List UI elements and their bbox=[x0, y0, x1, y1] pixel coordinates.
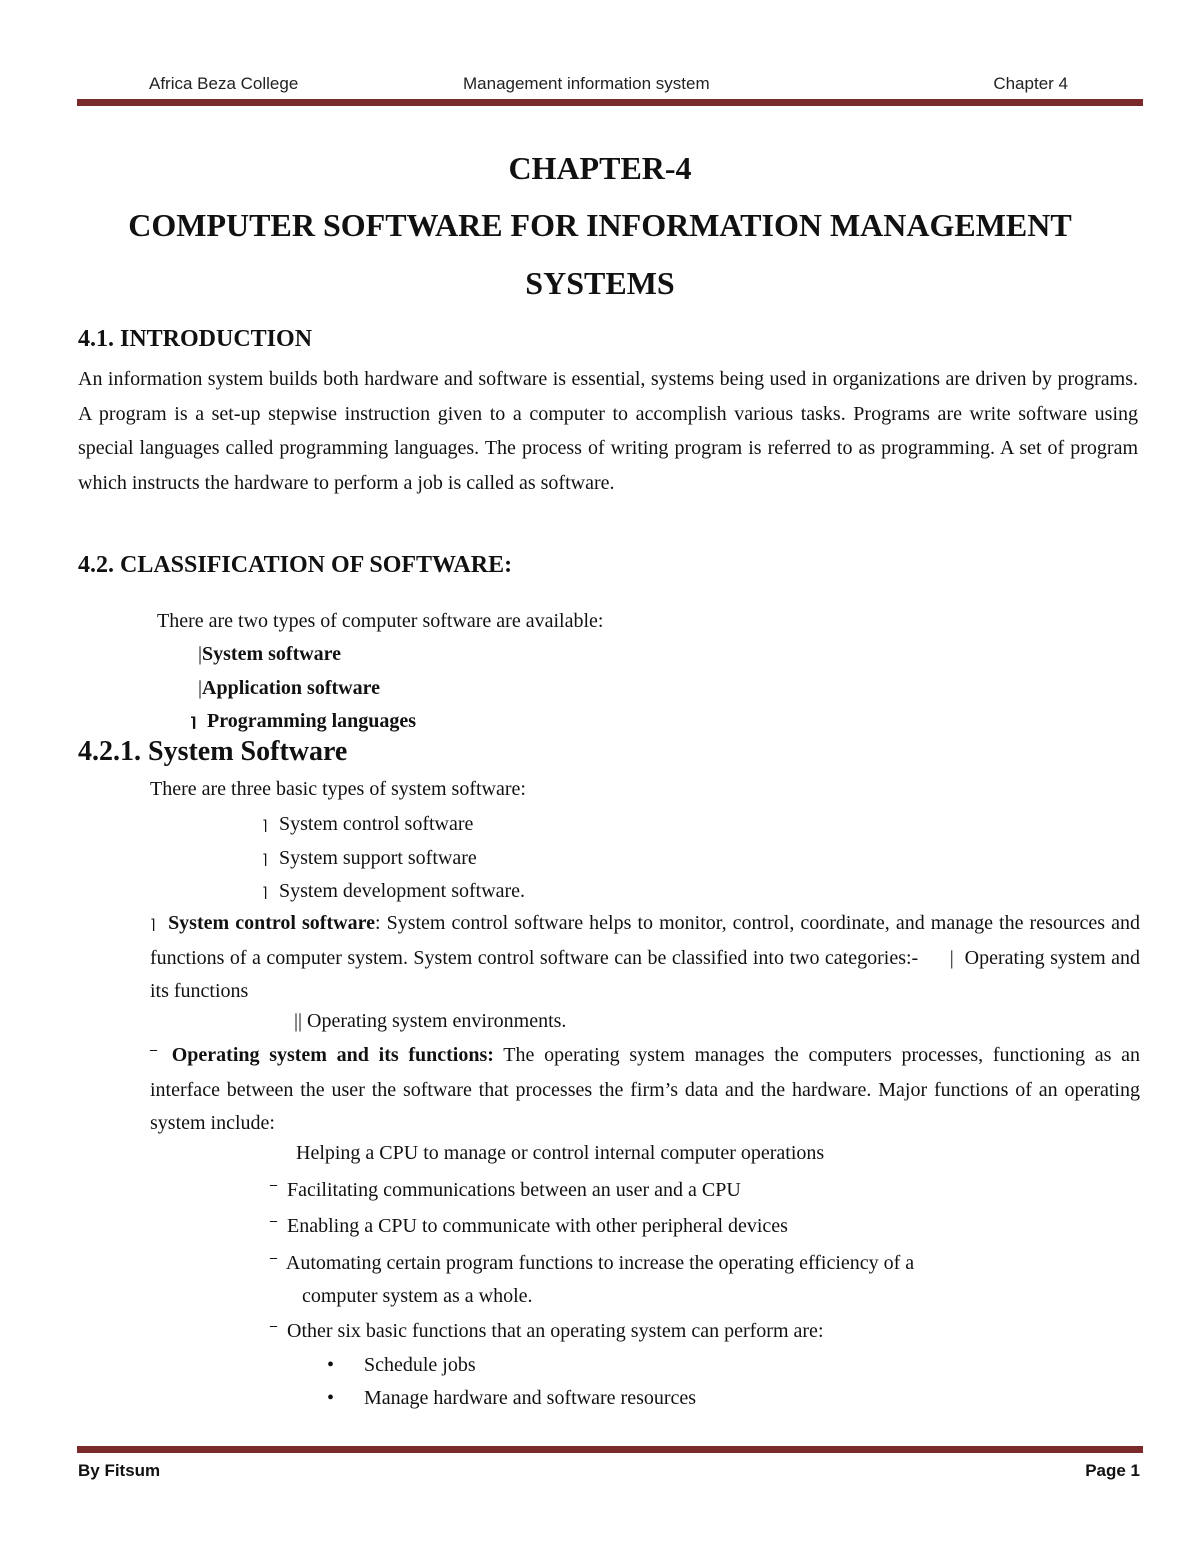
page-header bbox=[78, 74, 1142, 98]
intro-paragraph: An information system builds both hardware and software is essential, systems being used in organizations are driven by programs. A program is a set-up stepwise instruction given to a computer to accomplish various tasks. Programs are write software using special languages called programming languages. The process of writing program is referred to as programming. A set of program which instructs the hardware to perform a job is called as software. bbox=[78, 368, 1138, 494]
list-item bbox=[198, 675, 380, 701]
list-item-text: Schedule jobs bbox=[364, 1354, 476, 1376]
os-function-item: Helping a CPU to manage or control internal computer operations bbox=[296, 1142, 825, 1164]
list-item-text: Automating certain program functions to increase the operating efficiency of a bbox=[285, 1252, 915, 1274]
intro-heading: 4.1. INTRODUCTION bbox=[78, 326, 313, 352]
list-item-text: Programming languages bbox=[207, 710, 417, 732]
list-item bbox=[190, 708, 416, 736]
footer-rule bbox=[77, 1446, 1143, 1453]
bar-bullet-icon: || bbox=[294, 1010, 303, 1032]
list-item-text: System development software. bbox=[279, 880, 526, 902]
list-item-text: Manage hardware and software resources bbox=[364, 1387, 697, 1409]
corner-bullet-icon: ⌉ bbox=[262, 852, 268, 868]
system-control-term: System control software bbox=[168, 912, 375, 934]
header-rule bbox=[77, 99, 1143, 106]
header-course: Management information system bbox=[463, 74, 710, 93]
bar-bullet-icon: | bbox=[949, 947, 954, 969]
list-item-text: System control software bbox=[279, 813, 474, 835]
chapter-title-line1: COMPUTER SOFTWARE FOR INFORMATION MANAGEMENT bbox=[128, 207, 1072, 243]
footer-author: By Fitsum bbox=[78, 1461, 161, 1480]
list-item bbox=[198, 641, 341, 667]
corner-bullet-icon: ⌉ bbox=[262, 818, 268, 834]
list-item-text: Enabling a CPU to communicate with other peripheral devices bbox=[287, 1215, 788, 1237]
category-item-row bbox=[294, 1008, 566, 1034]
list-item bbox=[262, 845, 477, 873]
dash-bullet-icon: ‾ bbox=[150, 1049, 157, 1065]
os-function-item bbox=[270, 1318, 824, 1346]
system-control-paragraph bbox=[150, 907, 1140, 1008]
category-item: Operating system environments. bbox=[307, 1010, 567, 1032]
six-function-item bbox=[327, 1352, 476, 1378]
list-item-text: Facilitating communications between an user and a CPU bbox=[287, 1179, 741, 1201]
corner-bullet-icon: ⌉ bbox=[190, 715, 197, 731]
classification-lead: There are two types of computer software are available: bbox=[157, 610, 604, 632]
chapter-number: CHAPTER-4 bbox=[508, 150, 692, 186]
system-software-lead: There are three basic types of system software: bbox=[150, 778, 526, 800]
system-software-heading: 4.2.1. System Software bbox=[78, 736, 348, 767]
os-function-item bbox=[270, 1250, 914, 1278]
dash-bullet-icon: ‾ bbox=[270, 1257, 277, 1273]
header-chapter: Chapter 4 bbox=[993, 74, 1068, 93]
list-item-text: System support software bbox=[279, 847, 477, 869]
dash-bullet-icon: ‾ bbox=[270, 1325, 277, 1341]
bar-bullet-icon: | bbox=[198, 677, 203, 699]
list-item-text: Application software bbox=[202, 677, 380, 699]
system-control-text: : System control software helps to monitor, control, coordinate, and manage the resources and functions of a computer system. System control software can be classified into two categories:- bbox=[150, 912, 1140, 969]
operating-system-text: The operating system manages the computers processes, functioning as an interface between the user the software that processes the firm’s data and the hardware. Major functions of an operating system include: bbox=[150, 1044, 1140, 1134]
os-function-item bbox=[270, 1213, 788, 1241]
operating-system-term: Operating system and its functions: bbox=[171, 1044, 494, 1066]
bar-bullet-icon: | bbox=[198, 643, 203, 665]
os-function-item bbox=[270, 1177, 741, 1205]
page-footer bbox=[78, 1461, 1142, 1485]
list-item-text: Other six basic functions that an operating system can perform are: bbox=[287, 1320, 824, 1342]
six-function-item bbox=[327, 1385, 696, 1411]
dash-bullet-icon: ‾ bbox=[270, 1184, 277, 1200]
classification-heading: 4.2. CLASSIFICATION OF SOFTWARE: bbox=[78, 552, 513, 578]
os-function-continuation: computer system as a whole. bbox=[302, 1285, 533, 1307]
list-item-text: System software bbox=[202, 643, 342, 665]
operating-system-paragraph bbox=[150, 1039, 1140, 1140]
dot-bullet-icon: • bbox=[327, 1354, 335, 1376]
header-college: Africa Beza College bbox=[149, 74, 299, 93]
dot-bullet-icon: • bbox=[327, 1387, 335, 1409]
list-item bbox=[262, 878, 525, 906]
category-item: Operating system and its functions bbox=[150, 947, 1141, 1002]
list-item bbox=[262, 811, 473, 839]
corner-bullet-icon: ⌉ bbox=[150, 917, 156, 933]
footer-page-number: Page 1 bbox=[1085, 1461, 1140, 1480]
dash-bullet-icon: ‾ bbox=[270, 1220, 277, 1236]
chapter-title-line2: SYSTEMS bbox=[525, 265, 675, 301]
corner-bullet-icon: ⌉ bbox=[262, 885, 268, 901]
